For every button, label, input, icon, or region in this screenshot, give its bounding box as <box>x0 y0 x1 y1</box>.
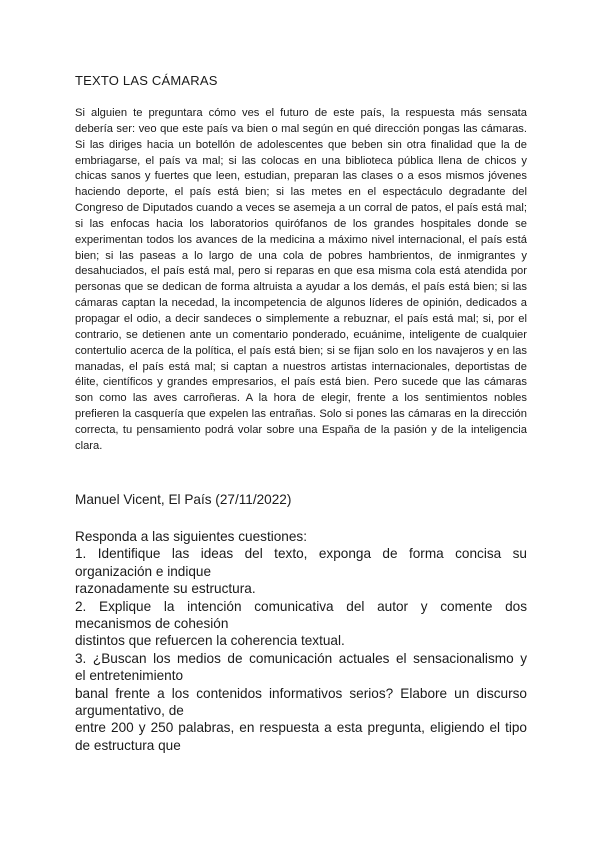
questions-section <box>75 528 527 754</box>
question-3-line-3: banal frente a los contenidos informativos serios? Elabore un discurso <box>75 685 527 701</box>
question-2-line-1: 2. Explique la intención comunicativa del autor y comente dos <box>75 598 527 614</box>
question-3-line-5: entre 200 y 250 palabras, en respuesta a esta pregunta, eligiendo el tipo <box>75 720 527 736</box>
question-3-line-6: de estructura que <box>75 737 181 753</box>
question-1-line-3: razonadamente su estructura. <box>75 581 256 597</box>
document-title: TEXTO LAS CÁMARAS <box>75 73 218 88</box>
question-2-line-2: mecanismos de cohesión <box>75 616 229 632</box>
question-1-line-1: 1. Identifique las ideas del texto, exponga de forma concisa su <box>75 546 527 562</box>
question-3-line-1: 3. ¿Buscan los medios de comunicación actuales el sensacionalismo y <box>75 650 527 666</box>
question-3-line-4: argumentativo, de <box>75 703 184 719</box>
question-3-line-2: el entretenimiento <box>75 668 184 684</box>
question-1-line-2: organización e indique <box>75 563 212 579</box>
question-2-line-3: distintos que refuercen la coherencia textual. <box>75 633 345 649</box>
questions-intro: Responda a las siguientes cuestiones: <box>75 529 307 544</box>
article-body: Si alguien te preguntara cómo ves el futuro de este país, la respuesta más sensata debería ser: veo que este país va bien o mal según en qué dirección pongas las cámaras. Si las diriges hacia un botellón de adolescentes que beben sin otra finalidad que la de embriagarse, el país va mal; si las colocas en una biblioteca pública llena de chicos y chicas sanos y fuertes que leen, estudian, preparan las clases o a esos mismos jóvenes haciendo deporte, el país está bien; si las metes en el espectáculo degradante del Congreso de Diputados cuando a veces se asemeja a un corral de patos, el país está mal; si las enfocas hacia los laboratorios quirófanos de los grandes hospitales donde se experimentan todos los avances de la medicina a máximo nivel internacional, el país está bien; si las paseas a lo largo de una cola de pobres hambrientos, de inmigrantes y desahuciados, el país está mal, pero si reparas en que esa misma cola está atendida por personas que se dedican de forma altruista a ayudar a los demás, el país está bien; si las cámaras captan la necedad, la incompetencia de algunos líderes de opinión, dedicados a propagar el odio, a decir sandeces o simplemente a rebuznar, el país está mal; si, por el contrario, se detienen ante un comentario ponderado, ecuánime, inteligente de cualquier contertulio acerca de la política, el país está bien; si se fijan solo en los navajeros y en las manadas, el país está mal; si captan a nuestros artistas internacionales, deportistas de élite, científicos y grandes empresarios, el país está bien. Pero sucede que las cámaras son como las aves carroñeras. A la hora de elegir, frente a los sentimientos nobles prefieren la casquería que expelen las entrañas. Solo si pones las cámaras en la dirección correcta, tu pensamiento podrá volar sobre una España de la pasión y de la inteligencia clara. <box>75 107 527 452</box>
article-source: Manuel Vicent, El País (27/11/2022) <box>75 492 292 507</box>
